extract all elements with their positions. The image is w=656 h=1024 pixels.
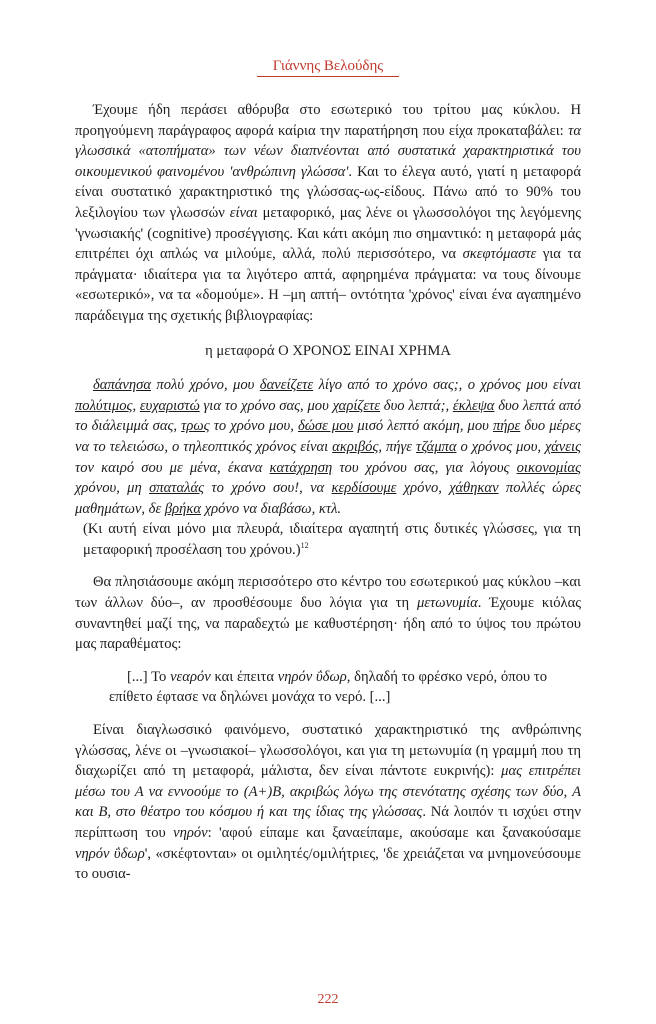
example-block <box>75 375 581 560</box>
example-note: (Κι αυτή είναι μόνο μια πλευρά, ιδιαίτερα αγαπητή στις δυτικές γλώσσες, για τη μεταφορική προσέλαση του χρόνου.)$^{12}$ <box>83 521 581 558</box>
page-number: 222 <box>317 992 339 1007</box>
paragraph-2-text: Θα πλησιάσουμε ακόμη περισσότερο στο κέντρο του εσωτερικού μας κύκλου –και των άλλων δύο–, αν προσθέσουμε δυο λόγια για τη μετωνυμία. Έχουμε κιόλας συναντηθεί μαζί της, να παραδεχτώ με καθυστέρηση· ήδη από το ύψος του πρώτου μας παραθέματος: <box>75 574 581 653</box>
running-header <box>0 57 656 77</box>
page-body <box>75 100 581 885</box>
paragraph-1 <box>75 100 581 327</box>
metaphor-heading: η μεταφορά Ο ΧΡΟΝΟΣ ΕΙΝΑΙ ΧΡΗΜΑ <box>205 342 451 359</box>
paragraph-3 <box>75 720 581 885</box>
header-author: Γιάννης Βελούδης <box>257 58 400 77</box>
paragraph-2 <box>75 572 581 654</box>
block-quote-text: [...] Το νεαρόν και έπειτα νηρόν ΰδωρ, δηλαδή το φρέσκο νερό, όπου το επίθετο έφτασε να δηλώνει μονάχα το νερό. [...] <box>109 668 547 706</box>
block-quote <box>109 667 547 708</box>
paragraph-3-text: Είναι διαγλωσσικό φαινόμενο, συστατικό χαρακτηριστικό της ανθρώπινης γλώσσας, λένε οι –γνωσιακοί– γλωσσολόγοι, και για τη μετωνυμία (η γραμμή που τη διαχωρίζει από τη μεταφορά, μάλιστα, δεν είναι πάντοτε ευκρινής): μας επιτρέπει μέσω του Α να εννοούμε το (Α+)Β, ακριβώς λόγω της στενότατης σχέσης των δύο, Α και Β, στο θέατρο του κόσμου ή και της ίδιας της γλώσσας. Νά λοιπόν τι ισχύει στην περίπτωση του νηρόν: 'αφού είπαμε και ξαναείπαμε, ακούσαμε και ξανακούσαμε νηρόν ΰδωρ', «σκέφτονται» οι ομιλητές/ομιλήτριες, 'δε χρειάζεται να μνημονεύσουμε το ουσια- <box>75 722 582 883</box>
footnote-marker: 12 <box>300 541 309 551</box>
paragraph-1-text: Έχουμε ήδη περάσει αθόρυβα στο εσωτερικό του τρίτου μας κύκλου. Η προηγούμενη παράγραφος αφορά καίρια την παρατήρηση που είχα προκαταβάλει: τα γλωσσικά «ατοπήματα» των νέων διαπνέονται από συστατικά χαρακτηριστικά του οικουμενικού φαινομένου 'ανθρώπινη γλώσσα'. Και το έλεγα αυτό, γιατί η μεταφορά είναι συστατικό χαρακτηριστικό της γλώσσας-ως-είδους. Πάνω από το 90% του λεξιλογίου των γλωσσών είναι μεταφορικό, μας λένε οι γλωσσολόγοι της λεγόμενης 'γνωσιακής' (cognitive) προσέγγισης. Και κάτι ακόμη πιο σημαντικό: η μεταφορά μάς επιτρέπει όχι απλώς να μιλούμε, αλλά, πολύ περισσότερο, να σκεφτόμαστε για τα πράγματα· ιδιαίτερα για τα λιγότερο απτά, αφηρημένα πράγματα: να τους δίνουμε «εσωτερικό», να τα «δομούμε». Η –μη απτή– οντότητα 'χρόνος' είναι ένα αγαπημένο παράδειγμα της σχετικής βιβλιογραφίας: <box>75 102 581 324</box>
example-text: δαπάνησα πολύ χρόνο, μου δανείζετε λίγο από το χρόνο σας;, ο χρόνος μου είναι πολύτιμος, ευχαριστώ για το χρόνο σας, μου χαρίζετε δυο λεπτά;, έκλεψα δυο λεπτά από το διάλειμμά σας, τρως το χρόνο μου, δώσε μου μισό λεπτό ακόμη, μου πήρε δυο μέρες να το τελειώσω, ο τηλεοπτικός χρόνος είναι ακριβός, πήγε τζάμπα ο χρόνος μου, χάνεις τον καιρό σου με μένα, έκανα κατάχρηση του χρόνου σας, για λόγους οικονομίας χρόνου, μη σπαταλάς το χρόνο σου!, να κερδίσουμε χρόνο, χάθηκαν πολλές ώρες μαθημάτων, δε βρήκα χρόνο να διαβάσω, κτλ. <box>75 377 582 517</box>
